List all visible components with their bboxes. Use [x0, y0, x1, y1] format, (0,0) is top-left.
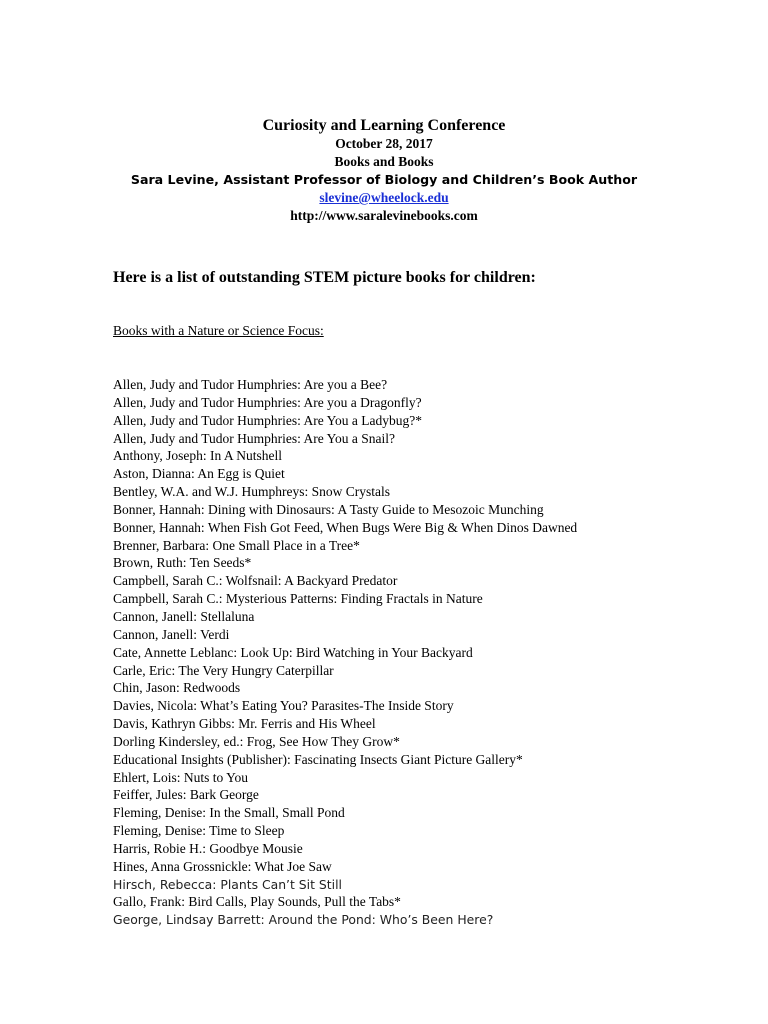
list-item: Allen, Judy and Tudor Humphries: Are You a Ladybug?*: [113, 412, 422, 428]
list-item: Bonner, Hannah: Dining with Dinosaurs: A Tasty Guide to Mesozoic Munching: [113, 501, 544, 517]
list-item: Fleming, Denise: In the Small, Small Pond: [113, 805, 345, 821]
author-email-link[interactable]: slevine@wheelock.edu: [319, 190, 449, 205]
list-item: Campbell, Sarah C.: Wolfsnail: A Backyard Predator: [113, 573, 398, 589]
list-item: Bentley, W.A. and W.J. Humphreys: Snow Crystals: [113, 484, 391, 500]
list-item: Allen, Judy and Tudor Humphries: Are you a Dragonfly?: [113, 394, 422, 410]
list-item: Davies, Nicola: What’s Eating You? Parasites-The Inside Story: [113, 698, 454, 714]
document-header: [0, 116, 768, 225]
conference-venue: Books and Books: [334, 154, 434, 169]
list-item: Ehlert, Lois: Nuts to You: [113, 769, 249, 785]
list-item: Fleming, Denise: Time to Sleep: [113, 823, 285, 839]
list-item: George, Lindsay Barrett: Around the Pond: Who’s Been Here?: [113, 912, 494, 928]
list-item: Anthony, Joseph: In A Nutshell: [113, 448, 283, 464]
list-item: Feiffer, Jules: Bark George: [113, 787, 259, 803]
list-item: Cannon, Janell: Stellaluna: [113, 608, 255, 624]
conference-date: October 28, 2017: [335, 136, 433, 151]
list-item: Carle, Eric: The Very Hungry Caterpillar: [113, 662, 334, 678]
book-list: [113, 376, 577, 929]
conference-title: Curiosity and Learning Conference: [262, 117, 506, 134]
list-item: Gallo, Frank: Bird Calls, Play Sounds, Pull the Tabs*: [113, 894, 401, 910]
list-item: Aston, Dianna: An Egg is Quiet: [113, 466, 285, 482]
list-item: Allen, Judy and Tudor Humphries: Are you a Bee?: [113, 377, 388, 392]
list-item: Harris, Robie H.: Goodbye Mousie: [113, 840, 303, 856]
list-item: Hines, Anna Grossnickle: What Joe Saw: [113, 858, 332, 874]
list-item: Allen, Judy and Tudor Humphries: Are You a Snail?: [113, 430, 396, 446]
section-heading-nature-science: Books with a Nature or Science Focus:: [113, 323, 324, 338]
list-item: Dorling Kindersley, ed.: Frog, See How They Grow*: [113, 733, 400, 749]
list-item: Cannon, Janell: Verdi: [113, 626, 230, 642]
list-item: Hirsch, Rebecca: Plants Can’t Sit Still: [113, 876, 342, 892]
author-line: Sara Levine, Assistant Professor of Biology and Children’s Book Author: [130, 172, 638, 187]
list-item: Brenner, Barbara: One Small Place in a Tree*: [113, 537, 360, 553]
intro-heading: Here is a list of outstanding STEM picture books for children:: [113, 269, 536, 286]
list-item: Campbell, Sarah C.: Mysterious Patterns: Finding Fractals in Nature: [113, 591, 483, 607]
author-website[interactable]: http://www.saralevinebooks.com: [290, 208, 478, 223]
list-item: Chin, Jason: Redwoods: [113, 680, 241, 696]
list-item: Davis, Kathryn Gibbs: Mr. Ferris and His Wheel: [113, 716, 376, 732]
list-item: Cate, Annette Leblanc: Look Up: Bird Watching in Your Backyard: [113, 644, 473, 660]
list-item: Brown, Ruth: Ten Seeds*: [113, 555, 252, 571]
list-item: Bonner, Hannah: When Fish Got Feed, When Bugs Were Big & When Dinos Dawned: [113, 519, 578, 535]
list-item: Educational Insights (Publisher): Fascinating Insects Giant Picture Gallery*: [113, 751, 523, 767]
